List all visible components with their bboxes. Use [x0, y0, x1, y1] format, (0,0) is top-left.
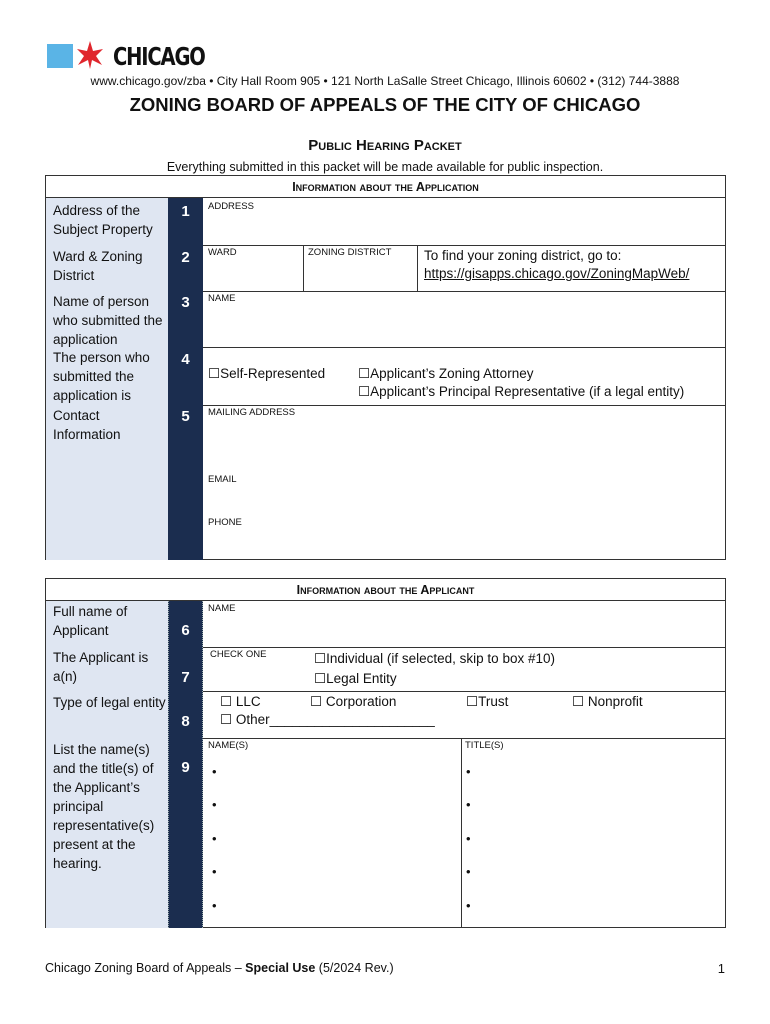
- label-representatives: List the name(s) and the title(s) of the Applicant’s principal representative(s) present at the hearing.: [53, 742, 155, 871]
- logo-blue-block: [47, 44, 73, 68]
- list-item: •: [212, 831, 217, 846]
- list-item: •: [212, 797, 217, 812]
- option-other[interactable]: ☐ Other______________________: [220, 712, 435, 727]
- footer: [45, 961, 394, 975]
- label-submitter-role: The person who submitted the application is: [53, 350, 150, 403]
- label-address: Address of the Subject Property: [53, 203, 153, 237]
- option-individual[interactable]: ☐Individual (if selected, skip to box #10): [314, 651, 555, 666]
- address-input[interactable]: [204, 198, 726, 245]
- field-label-zoning-district: ZONING DISTRICT: [308, 247, 392, 258]
- field-label-check-one: CHECK ONE: [210, 649, 267, 660]
- option-nonprofit[interactable]: ☐ Nonprofit: [572, 694, 643, 709]
- logo-text: CHICAGO: [113, 41, 205, 71]
- box-number-5: 5: [181, 408, 190, 425]
- star-icon: [75, 40, 105, 70]
- field-label-applicant-name: NAME: [208, 603, 236, 614]
- box-number-3: 3: [181, 294, 190, 311]
- field-label-ward: WARD: [208, 247, 237, 258]
- field-label-names: NAME(S): [208, 740, 249, 751]
- option-corporation[interactable]: ☐ Corporation: [310, 694, 397, 709]
- ward-input[interactable]: [204, 246, 303, 291]
- zoning-district-input[interactable]: [304, 246, 417, 291]
- section-heading: Information about the Applicant: [46, 579, 725, 601]
- box-number-1: 1: [181, 203, 190, 220]
- box-number-9: 9: [181, 759, 190, 776]
- page-number: 1: [717, 961, 725, 976]
- box-number-7: 7: [181, 669, 190, 686]
- option-principal-representative[interactable]: ☐Applicant’s Principal Representative (if a legal entity): [358, 384, 685, 399]
- option-self-represented[interactable]: ☐Self-Represented: [208, 366, 326, 381]
- footer-bold: Special Use: [245, 961, 316, 975]
- list-item: •: [466, 831, 471, 846]
- list-item: •: [212, 898, 217, 913]
- zoning-map-link[interactable]: https://gisapps.chicago.gov/ZoningMapWeb/: [424, 266, 690, 281]
- city-logo: [47, 42, 231, 70]
- option-legal-entity[interactable]: ☐Legal Entity: [314, 671, 397, 686]
- submitter-name-input[interactable]: [204, 292, 726, 346]
- list-item: •: [466, 864, 471, 879]
- option-trust[interactable]: ☐Trust: [466, 694, 509, 709]
- box-number-2: 2: [181, 249, 190, 266]
- list-item: •: [466, 797, 471, 812]
- field-label-mailing-address: MAILING ADDRESS: [208, 407, 296, 418]
- contact-line: www.chicago.gov/zba • City Hall Room 905 • 121 North LaSalle Street Chicago, Illinois 60602 • (312) 744-3888: [90, 74, 680, 88]
- list-item: •: [212, 764, 217, 779]
- page-subtitle: Public Hearing Packet: [308, 137, 462, 154]
- box-number-8: 8: [181, 713, 190, 730]
- list-item: •: [466, 898, 471, 913]
- public-notice: Everything submitted in this packet will be made available for public inspection.: [166, 160, 604, 174]
- label-entity-type: Type of legal entity: [53, 695, 166, 710]
- list-item: •: [212, 864, 217, 879]
- field-label-phone: PHONE: [208, 517, 242, 528]
- applicant-section: [45, 578, 726, 928]
- option-zoning-attorney[interactable]: ☐Applicant’s Zoning Attorney: [358, 366, 534, 381]
- label-ward-zoning: Ward & Zoning District: [53, 249, 143, 283]
- applicant-name-input[interactable]: [204, 601, 726, 647]
- footer-text: Chicago Zoning Board of Appeals –: [45, 961, 246, 975]
- label-submitter-name: Name of person who submitted the application: [53, 294, 163, 347]
- field-label-titles: TITLE(S): [465, 740, 504, 751]
- email-input[interactable]: [204, 486, 726, 516]
- label-contact-information: Contact Information: [53, 408, 121, 442]
- field-label-name: NAME: [208, 293, 236, 304]
- section-heading: Information about the Application: [46, 176, 725, 198]
- page-title: ZONING BOARD OF APPEALS OF THE CITY OF CHICAGO: [129, 94, 641, 115]
- phone-input[interactable]: [204, 529, 726, 559]
- application-section: [45, 175, 726, 560]
- field-label-email: EMAIL: [208, 474, 237, 485]
- option-llc[interactable]: ☐ LLC: [220, 694, 261, 709]
- box-number-6: 6: [181, 622, 190, 639]
- field-label-address: ADDRESS: [208, 201, 254, 212]
- names-list[interactable]: [204, 751, 460, 927]
- box-number-4: 4: [181, 351, 190, 368]
- label-applicant-type: The Applicant is a(n): [53, 650, 149, 684]
- mailing-address-input[interactable]: [204, 419, 726, 469]
- list-item: •: [466, 764, 471, 779]
- zoning-hint: To find your zoning district, go to:: [424, 248, 622, 263]
- footer-revision: (5/2024 Rev.): [315, 961, 394, 975]
- titles-list[interactable]: [462, 751, 726, 927]
- label-applicant-name: Full name of Applicant: [53, 604, 128, 638]
